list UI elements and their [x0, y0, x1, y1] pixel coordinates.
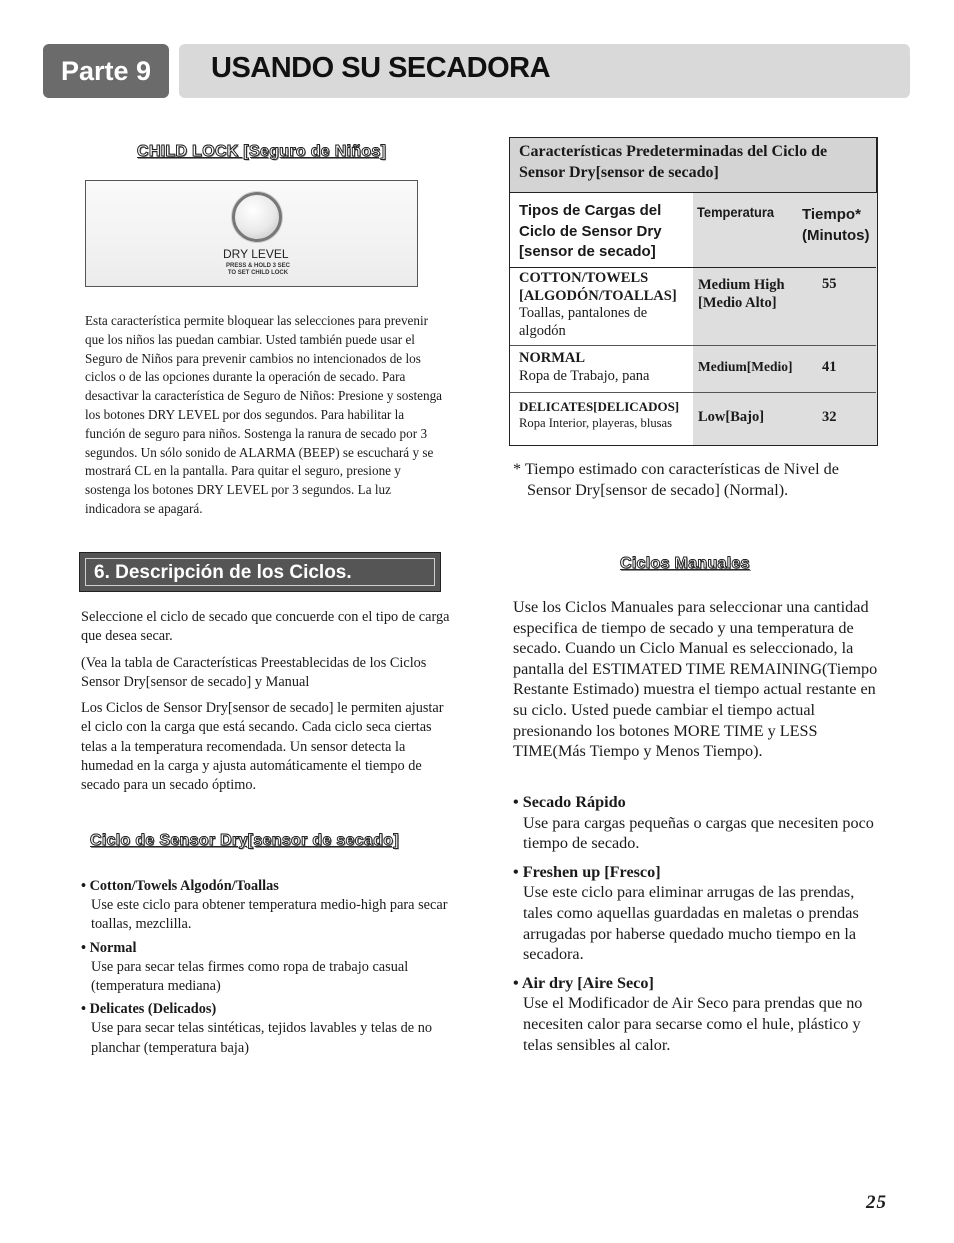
table-cell-temp: Medium[Medio] [698, 359, 793, 374]
divider [510, 267, 876, 268]
table-row [519, 270, 694, 340]
table-row [519, 398, 697, 432]
list-item [81, 877, 471, 935]
list-item-title: • Secado Rápido [513, 793, 626, 811]
list-item-text: Use para secar telas sintéticas, tejidos lavables y telas de no planchar (temperatura baja) [91, 1020, 433, 1056]
child-lock-instruction-line-1: PRESS & HOLD 3 SEC [225, 263, 290, 269]
section-banner-title: 6. Descripción de los Ciclos. [85, 558, 435, 586]
part-tab [43, 44, 169, 98]
child-lock-instruction [223, 263, 293, 277]
column-header-type: Tipos de Cargas del Ciclo de Sensor Dry [sensor de secado] [519, 202, 662, 260]
page-title: USANDO SU SECADORA [211, 52, 551, 84]
list-item [513, 792, 879, 854]
list-item [81, 1000, 471, 1058]
table-row [519, 350, 694, 385]
list-item-text: Use el Modificador de Air Seco para prendas que no necesiten calor para secarse como el hule, plástico y telas sensibles al calor. [523, 994, 863, 1054]
list-item-text: Use para cargas pequeñas o cargas que necesiten poco tiempo de secado. [523, 813, 874, 853]
child-lock-description: Esta característica permite bloquear las selecciones para prevenir que los niños las puedan cambiar. Usted también puede usar el Seguro de Niños para prevenir cambios no intencionados de los ciclos o de las opciones durante la operación de secado. Para desactivar la característica de Seguro de Niños: Presione y sostenga los botones DRY LEVEL por dos segundos. Para habilitar la función de seguro para niños. Sostenga la ranura de secado por 3 segundos. Un sólo sonido de ALARMA (BEEP) se escuchará y se mostrará CL en la pantalla. Para quitar el seguro, presione y sostenga los botones DRY LEVEL por 3 segundos. La luz indicadora se apagará. [85, 313, 443, 516]
table-cell-temp: Medium High [Medio Alto] [698, 277, 785, 311]
table-cell-time: 32 [822, 409, 837, 425]
list-item [513, 973, 879, 1055]
title-bar [179, 44, 910, 98]
table-cell-name: NORMAL [519, 350, 586, 366]
table-cell-time: 41 [822, 359, 837, 375]
cycles-paragraph-1: Seleccione el ciclo de secado que concuerde con el tipo de carga que desea secar. [81, 609, 450, 645]
divider [510, 392, 876, 393]
column-header-time: Tiempo* (Minutos) [802, 206, 870, 244]
list-item [513, 862, 879, 965]
list-item-title: • Freshen up [Fresco] [513, 862, 661, 881]
table-title: Características Predeterminadas del Ciclo de Sensor Dry[sensor de secado] [510, 138, 876, 193]
temperature-column-bg [693, 193, 801, 445]
list-item [81, 939, 471, 997]
table-cell-name: DELICATES[DELICADOS] [519, 399, 680, 414]
manual-cycles-heading: Ciclos Manuales [620, 555, 750, 572]
child-lock-instruction-line-2: TO SET CHILD LOCK [227, 270, 289, 276]
table-cell-desc: Ropa de Trabajo, pana [519, 367, 650, 384]
list-item-text: Use para secar telas firmes como ropa de trabajo casual (temperatura mediana) [91, 958, 409, 995]
child-lock-heading: CHILD LOCK [Seguro de Niños] [137, 143, 387, 160]
table-cell-desc: Ropa Interior, playeras, blusas [519, 416, 673, 430]
list-item-text: Use este ciclo para obtener temperatura medio-high para secar toallas, mezclilla. [91, 897, 448, 933]
cycles-paragraph-3: Los Ciclos de Sensor Dry[sensor de secado] le permiten ajustar el ciclo con la carga que está secando. Cada ciclo seca ciertas telas a la temperatura recomendada. Un sensor detecta la humedad en la carga y ajusta automáticamente el tiempo de secado para un secado óptimo. [81, 700, 444, 794]
list-item-title: • Air dry [Aire Seco] [513, 973, 654, 992]
dry-level-button[interactable] [232, 192, 282, 242]
list-item-title: • Delicates (Delicados) [81, 1001, 217, 1018]
dry-level-label: DRY LEVEL [223, 247, 289, 261]
table-footnote: * Tiempo estimado con características de Nivel de Sensor Dry[sensor de secado] (Normal). [513, 460, 839, 499]
sensor-cycles-list [81, 877, 471, 1058]
table-cell-time: 55 [822, 276, 837, 292]
list-item-text: Use este ciclo para eliminar arrugas de las prendas, tales como aquellas guardadas en maletas o prendas arrugadas por haberse quedado mucho tiempo en la secadora. [523, 883, 859, 964]
table-cell-name: COTTON/TOWELS [ALGODÓN/TOALLAS] [519, 270, 677, 304]
list-item-title: • Normal [81, 939, 137, 956]
dry-level-panel [85, 180, 418, 287]
section-banner [79, 552, 441, 592]
part-label: Parte 9 [60, 55, 152, 86]
sensor-cycles-heading: Ciclo de Sensor Dry[sensor de secado] [90, 832, 399, 849]
sensor-dry-table [509, 137, 878, 446]
table-cell-temp: Low[Bajo] [698, 409, 765, 425]
cycles-paragraph-2: (Vea la tabla de Características Preestablecidas de los Ciclos Sensor Dry[sensor de secado] y Manual [81, 655, 427, 691]
table-cell-desc: Toallas, pantalones de algodón [519, 305, 648, 339]
column-header-temperature: Temperatura [697, 204, 775, 220]
divider [510, 345, 876, 346]
manual-cycles-intro: Use los Ciclos Manuales para seleccionar una cantidad especifica de tiempo de secado y una temperatura de secado. Cuando un Ciclo Manual es seleccionado, la pantalla del ESTIMATED TIME REMAINING(Tiempo Restante Estimado) muestra el tiempo actual restante en su ciclo. Usted puede cambiar el tiempo actual presionando los botones MORE TIME y LESS TIME(Más Tiempo y Menos Tiempo). [513, 598, 878, 761]
manual-cycles-list [513, 792, 879, 1055]
list-item-title: • Cotton/Towels Algodón/Toallas [81, 878, 279, 894]
page-number: 25 [866, 1192, 887, 1213]
